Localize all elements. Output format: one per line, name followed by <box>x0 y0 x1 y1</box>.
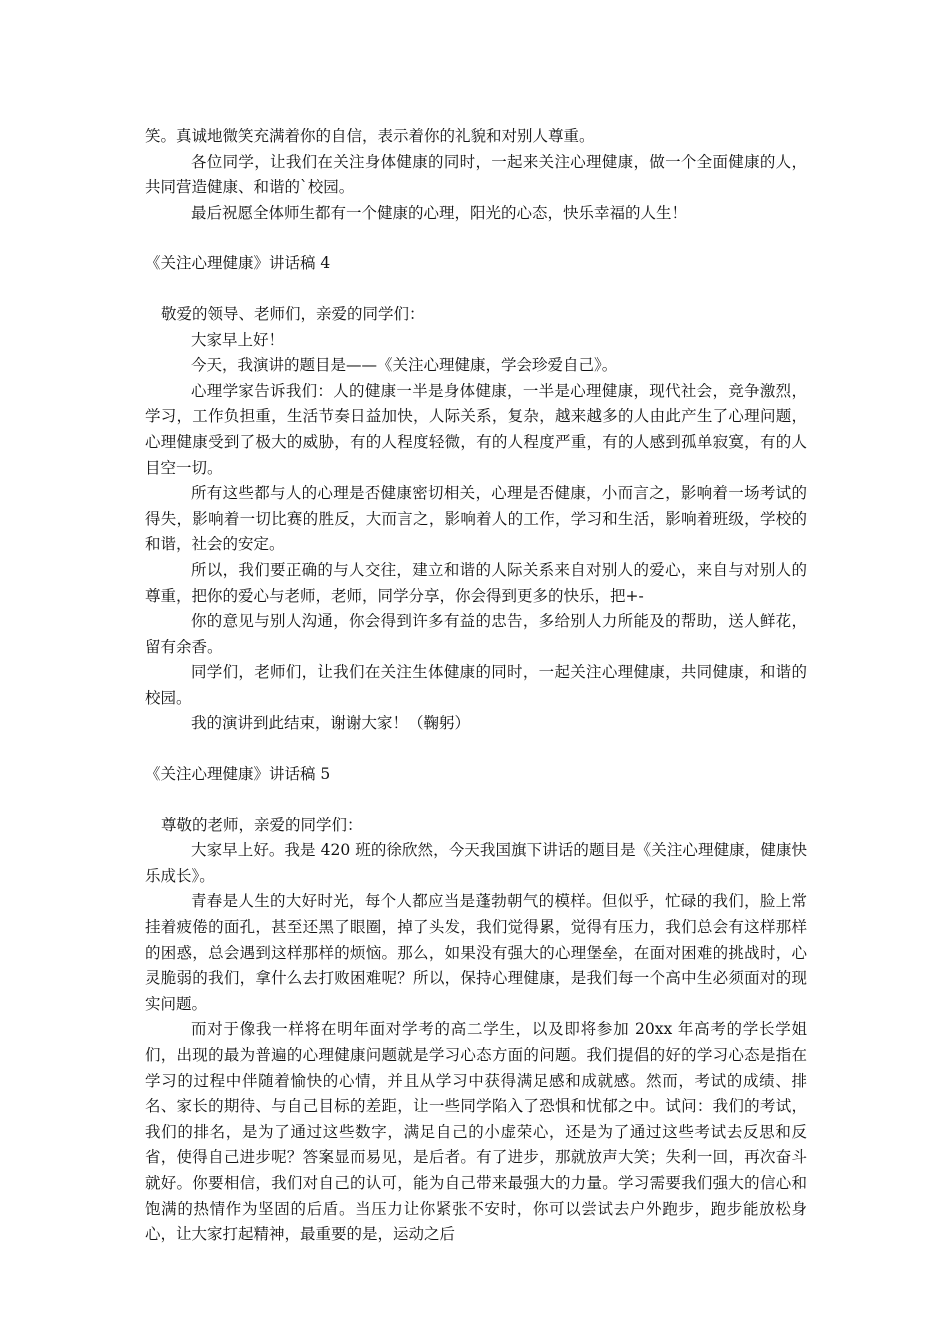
paragraph: 心理学家告诉我们：人的健康一半是身体健康，一半是心理健康，现代社会，竞争激烈，学习，工作负担重，生活节奏日益加快，人际关系，复杂，越来越多的人由此产生了心理问题，心理健康受到了极大的威胁，有的人程度轻微，有的人程度严重，有的人感到孤单寂寞，有的人目空一切。 <box>145 381 807 477</box>
paragraph: 同学们，老师们，让我们在关注生体健康的同时，一起关注心理健康，共同健康，和谐的校园。 <box>145 663 807 707</box>
paragraph: 青春是人生的大好时光，每个人都应当是蓬勃朝气的模样。但似乎，忙碌的我们，脸上常挂着疲倦的面孔，甚至还黑了眼圈，掉了头发，我们觉得累，觉得有压力，我们总会有这样那样的困惑，总会遇到这样那样的烦恼。那么，如果没有强大的心理堡垒，在面对困难的挑战时，心灵脆弱的我们，拿什么去打败困难呢？所以，保持心理健康，是我们每一个高中生必须面对的现实问题。 <box>145 892 807 1013</box>
paragraph: 最后祝愿全体师生都有一个健康的心理，阳光的心态，快乐幸福的人生！ <box>191 203 688 222</box>
paragraph: 所有这些都与人的心理是否健康密切相关，心理是否健康，小而言之，影响着一场考试的得失，影响着一切比赛的胜反，大而言之，影响着人的工作，学习和生活，影响着班级，学校的和谐，社会的安定。 <box>145 484 807 554</box>
paragraph: 而对于像我一样将在明年面对学考的高二学生，以及即将参加 20xx 年高考的学长学姐们，出现的最为普遍的心理健康问题就是学习心态方面的问题。我们提倡的好的学习心态是指在学习的过程中伴随着愉快的心情，并且从学习中获得满足感和成就感。然而，考试的成绩、排名、家长的期待、与自己目标的差距，让一些同学陷入了恐惧和忧郁之中。试问：我们的考试，我们的排名，是为了通过这些数字，满足自己的小虚荣心，还是为了通过这些考试去反思和反省，使得自己进步呢？答案显而易见，是后者。有了进步，那就放声大笑；失利一回，再次奋斗就好。你要相信，我们对自己的认可，能为自己带来最强大的力量。学习需要我们强大的信心和饱满的热情作为坚固的后盾。当压力让你紧张不安时，你可以尝试去户外跑步，跑步能放松身心，让大家打起精神，最重要的是，运动之后 <box>145 1020 807 1244</box>
paragraph: 大家早上好！ <box>191 330 285 349</box>
paragraph: 所以，我们要正确的与人交往，建立和谐的人际关系来自对别人的爱心，来自与对别人的尊重，把你的爱心与老师，老师，同学分享，你会得到更多的快乐，把+- <box>145 560 807 605</box>
salutation: 敬爱的领导、老师们，亲爱的同学们： <box>161 304 425 323</box>
section-title-5: 《关注心理健康》讲话稿 5 <box>145 765 331 784</box>
paragraph: 笑。真诚地微笑充满着你的自信，表示着你的礼貌和对别人尊重。 <box>145 127 595 145</box>
salutation: 尊敬的老师，亲爱的同学们： <box>161 815 363 834</box>
paragraph: 我的演讲到此结束，谢谢大家！（鞠躬） <box>191 714 471 733</box>
paragraph: 大家早上好。我是 420 班的徐欣然，今天我国旗下讲话的题目是《关注心理健康，健康快乐成长》。 <box>145 841 807 885</box>
document-body <box>145 124 807 1248</box>
section-title-4: 《关注心理健康》讲话稿 4 <box>145 254 331 273</box>
paragraph: 你的意见与别人沟通，你会得到许多有益的忠告，多给别人力所能及的帮助，送人鲜花，留有余香。 <box>145 612 807 656</box>
paragraph: 各位同学，让我们在关注身体健康的同时，一起来关注心理健康，做一个全面健康的人，共同营造健康、和谐的`校园。 <box>145 152 807 197</box>
paragraph: 今天，我演讲的题目是——《关注心理健康，学会珍爱自己》。 <box>191 356 618 375</box>
